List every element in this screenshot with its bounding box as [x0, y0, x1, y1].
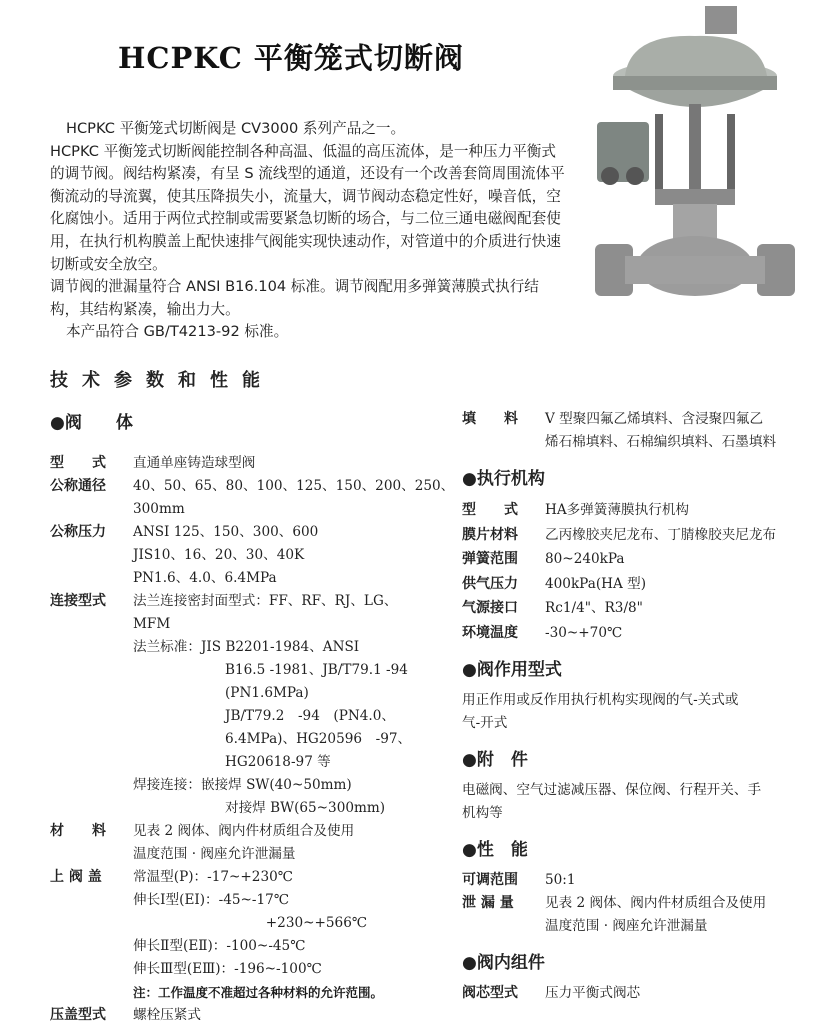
spec-row: [50, 659, 440, 774]
spec-value-group: [133, 866, 293, 912]
spec-label: 环境温度: [462, 624, 518, 641]
spec-label: 泄 漏 量: [462, 895, 514, 911]
valve-body-specs: [50, 408, 455, 1027]
spec-value: 50:1: [545, 872, 576, 888]
spec-value: HA多弹簧薄膜执行机构: [545, 502, 690, 518]
intro-paragraph: 调节阀的泄漏量符合 ANSI B16.104 标准。调节阀配用多弹簧薄膜式执行结构，其结构紧凑，输出力大。: [50, 278, 539, 318]
spec-value-group: [133, 981, 383, 1004]
spec-row: [462, 547, 822, 572]
spec-value: HG20618-97 等: [225, 754, 331, 770]
spec-label: [50, 935, 133, 981]
spec-value-group: [545, 621, 622, 646]
spec-value: 40、50、65、80、100、125、150、200、250、: [133, 478, 455, 494]
spec-label: [50, 797, 133, 820]
spec-label: 填 料: [462, 411, 518, 427]
spec-row: [50, 866, 440, 912]
spec-value: 伸长Ⅰ型(EⅠ)：-45~-17℃: [133, 892, 290, 908]
spec-value: (PN1.6MPa): [225, 685, 309, 701]
page-title: HCPKC 平衡笼式切断阀: [118, 41, 464, 75]
spec-label: 上 阀 盖: [50, 869, 102, 885]
spec-value: JB/T79.2 -94 (PN4.0、: [225, 708, 395, 724]
spec-value: 直通单座铸造球型阀: [133, 455, 256, 471]
spec-value-group: [545, 596, 643, 621]
spec-label: 材 料: [50, 823, 106, 839]
spec-value-group: [545, 572, 646, 597]
section-heading-accessories: ●附 件: [462, 750, 528, 770]
spec-value-group: [545, 498, 689, 523]
spec-note: 注：工作温度不准超过各种材料的允许范围。: [133, 985, 384, 1000]
spec-value-group: [133, 1004, 201, 1027]
spec-row: [50, 590, 440, 659]
spec-row: [50, 475, 455, 521]
spec-value: 见表 2 阀体、阀内件材质组合及使用: [545, 895, 767, 911]
spec-value: 6.4MPa)、HG20596 -97、: [225, 731, 412, 747]
spec-label: 膜片材料: [462, 526, 518, 543]
spec-value: 300mm: [133, 501, 185, 517]
intro-paragraph: HCPKC 平衡笼式切断阀能控制各种高温、低温的高压流体，是一种压力平衡式的调节阀。阀结构紧凑，有呈 S 流线型的通道，还设有一个改善套筒周围流体平衡流动的导流翼，使其压降损失小，流量大，调节阀动态稳定性好，噪音低，空化腐蚀小。适用于两位式控制或需要紧急切断的场合，与二位三通电磁阀配套使用，在执行机构膜盖上配快速排气阀能实现快速动作，对管道中的介质进行快速切断或安全放空。: [50, 142, 565, 273]
spec-value-group: [545, 892, 766, 938]
spec-row: [462, 621, 822, 646]
spec-row: [50, 797, 440, 820]
spec-value-group: [133, 820, 354, 866]
spec-label: [50, 981, 133, 1004]
spec-value-group: [545, 523, 776, 548]
spec-value: ANSI 125、150、300、600: [133, 524, 319, 540]
spec-label: 公称压力: [50, 524, 106, 540]
spec-row: [50, 912, 440, 935]
spec-label: 型 式: [462, 502, 518, 518]
spec-row: [462, 596, 822, 621]
spec-row: [50, 981, 440, 1004]
spec-row: [462, 982, 822, 1005]
section-heading-valve-body: ●阀 体: [50, 413, 133, 433]
spec-label: 可调范围: [462, 872, 518, 888]
spec-value-group: [545, 547, 625, 572]
spec-value: MFM: [133, 616, 171, 632]
spec-row: [462, 523, 822, 548]
spec-value: 伸长Ⅲ型(EⅢ)：-196~-100℃: [133, 961, 322, 977]
spec-value-group: [133, 590, 397, 659]
spec-value-group: [545, 982, 640, 1005]
spec-label: [50, 659, 133, 774]
spec-value: JIS10、16、20、30、40K: [133, 547, 305, 563]
spec-row: [462, 869, 822, 892]
spec-value: 法兰标准：JIS B2201-1984、ANSI: [133, 639, 360, 655]
spec-row: [50, 452, 440, 475]
spec-label: 气源接口: [462, 600, 518, 616]
section-heading-action: ●阀作用型式: [462, 660, 562, 680]
spec-label: 阀芯型式: [462, 985, 518, 1001]
spec-row: [462, 498, 822, 523]
spec-value: 螺栓压紧式: [133, 1007, 201, 1023]
spec-label: 弹簧范围: [462, 551, 518, 567]
spec-value-group: [133, 452, 255, 475]
spec-value: 常温型(P)：-17~+230℃: [133, 869, 293, 885]
spec-value: 烯石棉填料、石棉编织填料、石墨填料: [545, 434, 777, 450]
spec-value-group: [545, 869, 576, 892]
spec-label: 型 式: [50, 455, 106, 471]
spec-value: 压力平衡式阀芯: [545, 985, 641, 1001]
spec-value-group: [133, 797, 385, 820]
spec-value-group: [133, 521, 318, 590]
spec-value-group: [133, 912, 367, 935]
intro-paragraph: 本产品符合 GB/T4213-92 标准。: [66, 323, 289, 341]
spec-value: 400kPa(HA 型): [545, 575, 647, 592]
spec-value: 见表 2 阀体、阀内件材质组合及使用: [133, 823, 355, 839]
section-heading-trim: ●阀内组件: [462, 953, 545, 973]
accessories-text: 机构等: [462, 805, 503, 821]
spec-row: [50, 521, 440, 590]
spec-value: V 型聚四氟乙烯填料、含浸聚四氟乙: [545, 411, 764, 427]
spec-row: [50, 820, 440, 866]
spec-value: 对接焊 BW(65~300mm): [225, 800, 386, 816]
spec-value: -30~+70℃: [545, 624, 623, 641]
spec-row: [50, 935, 440, 981]
spec-label: 压盖型式: [50, 1007, 106, 1023]
action-text: 气-开式: [462, 715, 508, 731]
spec-value: 乙丙橡胶夹尼龙布、丁腈橡胶夹尼龙布: [545, 526, 777, 543]
spec-label: 公称通径: [50, 478, 106, 494]
spec-value-group: [133, 774, 352, 797]
spec-value-group: [133, 659, 411, 774]
spec-label: [50, 774, 133, 797]
intro-paragraph: HCPKC 平衡笼式切断阀是 CV3000 系列产品之一。: [66, 120, 406, 137]
spec-label: 连接型式: [50, 593, 106, 609]
spec-value: +230~+566℃: [225, 915, 368, 931]
right-specs: [462, 408, 822, 1005]
section-heading-actuator: ●执行机构: [462, 469, 545, 489]
spec-value-group: [133, 935, 322, 981]
spec-row: [462, 572, 822, 597]
spec-value: 温度范围 · 阀座允许泄漏量: [545, 918, 708, 934]
spec-value: 焊接连接：嵌接焊 SW(40~50mm): [133, 777, 352, 793]
spec-value-group: [133, 475, 454, 521]
spec-value: 80~240kPa: [545, 551, 625, 567]
accessories-text: 电磁阀、空气过滤减压器、保位阀、行程开关、手: [462, 782, 762, 798]
intro-text: [50, 118, 565, 344]
spec-row: [50, 1004, 440, 1027]
spec-value: PN1.6、4.0、6.4MPa: [133, 570, 277, 586]
valve-product-photo: [585, 4, 805, 304]
section-heading-performance: ●性 能: [462, 840, 528, 860]
spec-value: B16.5 -1981、JB/T79.1 -94: [225, 662, 408, 678]
spec-value: 伸长Ⅱ型(EⅡ)：-100~-45℃: [133, 938, 306, 954]
spec-label: [50, 912, 133, 935]
spec-value: Rc1/4"、R3/8": [545, 600, 643, 616]
spec-value: 温度范围 · 阀座允许泄漏量: [133, 846, 296, 862]
spec-row: [462, 892, 822, 938]
spec-row-packing: [462, 408, 822, 454]
spec-row: [50, 774, 440, 797]
spec-label: 供气压力: [462, 575, 518, 592]
action-text: 用正作用或反作用执行机构实现阀的气-关式或: [462, 692, 739, 708]
spec-value: 法兰连接密封面型式：FF、RF、RJ、LG、: [133, 593, 398, 609]
spec-section-title: 技术参数和性能: [50, 370, 274, 391]
